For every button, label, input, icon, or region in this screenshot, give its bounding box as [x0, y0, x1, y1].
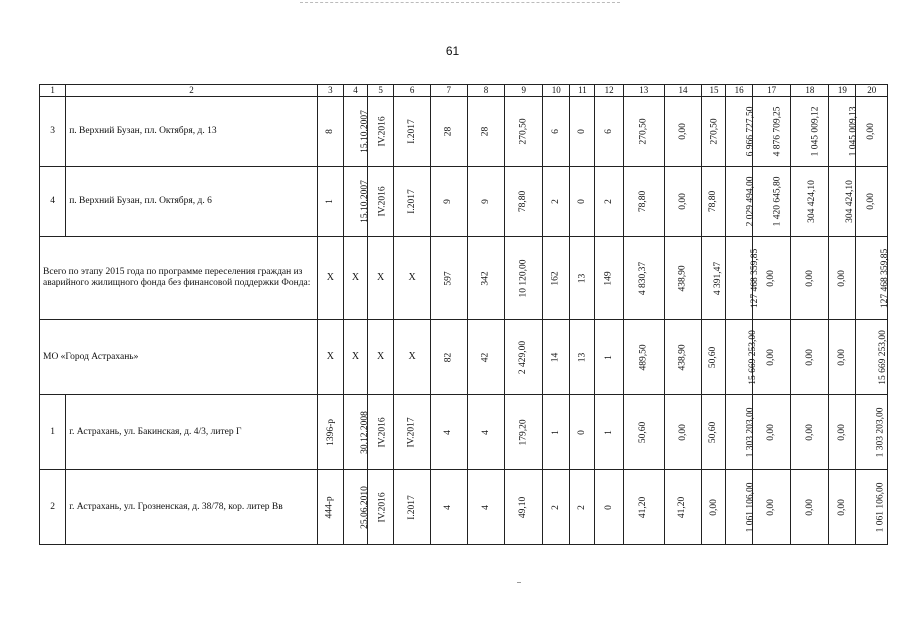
- cell-value: 0,00: [766, 498, 777, 516]
- row-number: 2: [40, 470, 66, 545]
- cell: [752, 167, 791, 237]
- cell: [664, 395, 702, 470]
- cell: [829, 395, 856, 470]
- cell-value: 0,00: [836, 423, 847, 441]
- cell: [570, 167, 595, 237]
- cell-value: 6 966 727,50: [745, 106, 756, 157]
- cell-value: 14: [550, 352, 561, 362]
- cell: [702, 395, 726, 470]
- cell-value: 597: [443, 270, 454, 286]
- cell: [368, 237, 394, 320]
- cell: [623, 470, 664, 545]
- table-row: [40, 97, 888, 167]
- cell: [343, 237, 367, 320]
- cell-value: 78,80: [638, 190, 649, 213]
- cell: [856, 320, 888, 395]
- cell: [726, 320, 759, 395]
- cell-value: 1: [324, 199, 335, 204]
- cell-value: 1 061 106,00: [875, 482, 886, 532]
- header-cell: 13: [623, 85, 664, 97]
- table-row: [40, 167, 888, 237]
- cell: [623, 167, 664, 237]
- cell-value: 489,50: [638, 343, 649, 371]
- cell-value: 2: [550, 199, 561, 204]
- cell: [467, 395, 505, 470]
- cell-value: 15.10.2007: [359, 110, 370, 153]
- scan-mark: [517, 582, 521, 583]
- cell-value: IV.2016: [377, 116, 388, 147]
- cell-value: 444-р: [324, 495, 335, 519]
- cell: [343, 167, 370, 237]
- cell: [505, 167, 543, 237]
- cell: [856, 237, 891, 320]
- cell-value: 0: [603, 504, 614, 510]
- cell: [368, 320, 394, 395]
- cell: [394, 237, 431, 320]
- cell-value: 82: [443, 352, 454, 362]
- cell-value: 4: [443, 504, 454, 510]
- cell-value: 1: [550, 429, 561, 435]
- cell-value: 50,60: [708, 346, 719, 368]
- cell-value: 28: [443, 126, 454, 137]
- cell: [752, 395, 791, 470]
- total-label: Всего по этапу 2015 года по программе переселения граждан из аварийного жилищного фонда без финансовой поддержки Фонда:: [40, 237, 318, 320]
- cell-value: 0,00: [804, 269, 815, 287]
- cell: [623, 97, 664, 167]
- cell: [664, 97, 702, 167]
- cell: [595, 237, 623, 320]
- municipality-row: [40, 320, 888, 395]
- cell: [702, 97, 726, 167]
- cell: [505, 395, 543, 470]
- cell: [317, 237, 343, 320]
- cell-value: 1 303 203,00: [745, 407, 756, 457]
- cell: [430, 395, 467, 470]
- cell-value: 13: [576, 352, 587, 362]
- cell: [368, 395, 394, 470]
- cell-value: 179,20: [518, 418, 529, 446]
- cell: [543, 320, 570, 395]
- cell: [829, 237, 856, 320]
- header-cell: 6: [394, 85, 431, 97]
- cell-value: 15 669 253,00: [748, 329, 759, 385]
- cell: [829, 97, 859, 167]
- cell-value: 2 029 494,00: [745, 176, 756, 227]
- cell: [726, 167, 756, 237]
- cell-value: 0,00: [677, 423, 688, 441]
- cell: [543, 395, 570, 470]
- row-number: 4: [40, 167, 66, 237]
- cell-value: 25.06.2010: [359, 485, 370, 529]
- cell-value: 0,00: [866, 193, 877, 210]
- cell: [467, 237, 505, 320]
- address-cell: п. Верхний Бузан, пл. Октября, д. 13: [66, 97, 318, 167]
- row-number: 3: [40, 97, 66, 167]
- header-cell: 20: [856, 85, 888, 97]
- cell: [791, 395, 829, 470]
- cell: [791, 97, 829, 167]
- cell-value: 49,10: [518, 496, 529, 518]
- cell-value: 1 045 009,13: [848, 106, 859, 157]
- header-cell: 7: [430, 85, 467, 97]
- cell: [664, 320, 702, 395]
- header-cell: 11: [570, 85, 595, 97]
- cell: [595, 97, 623, 167]
- cell-value: 4: [480, 504, 491, 510]
- cell-value: 270,50: [638, 118, 649, 145]
- cell-value: X: [408, 351, 416, 363]
- cell: [570, 97, 595, 167]
- cell: [726, 237, 761, 320]
- cell: [505, 97, 543, 167]
- cell-value: 8: [324, 129, 335, 134]
- cell-value: 0,00: [804, 498, 815, 516]
- cell-value: 0: [576, 429, 587, 435]
- cell: [570, 395, 595, 470]
- cell: [368, 97, 394, 167]
- cell-value: 9: [443, 199, 454, 204]
- header-cell: 15: [702, 85, 726, 97]
- cell: [343, 320, 367, 395]
- header-cell: 16: [726, 85, 752, 97]
- cell-value: 4 391,47: [713, 261, 724, 295]
- cell: [368, 470, 394, 545]
- header-cell: 5: [368, 85, 394, 97]
- cell-value: 2: [550, 504, 561, 510]
- table-row: [40, 470, 888, 545]
- cell: [317, 97, 343, 167]
- cell: [702, 470, 726, 545]
- cell-value: 6: [550, 129, 561, 134]
- cell-value: 15 669 253,00: [878, 329, 889, 385]
- cell-value: IV.2016: [377, 186, 388, 217]
- cell-value: X: [377, 272, 385, 284]
- cell-value: 127 468 359,85: [750, 248, 761, 308]
- cell: [829, 167, 856, 237]
- cell: [726, 97, 756, 167]
- header-cell: 10: [543, 85, 570, 97]
- header-cell: 3: [317, 85, 343, 97]
- cell: [856, 470, 888, 545]
- cell-value: 1396-р: [325, 418, 336, 446]
- cell: [394, 320, 431, 395]
- cell-value: 1: [603, 429, 614, 435]
- cell-value: 0,00: [766, 348, 777, 366]
- cell-value: 270,50: [518, 118, 529, 145]
- header-cell: 14: [664, 85, 702, 97]
- header-cell: 2: [66, 85, 318, 97]
- cell: [505, 237, 543, 320]
- cell: [430, 97, 467, 167]
- cell-value: 1 061 106,00: [745, 482, 756, 532]
- cell: [317, 395, 343, 470]
- cell: [829, 470, 856, 545]
- cell-value: 4 876 709,25: [772, 106, 783, 157]
- cell: [752, 97, 791, 167]
- cell: [856, 97, 888, 167]
- cell-value: 0,00: [677, 193, 688, 210]
- table-row: [40, 395, 888, 470]
- cell-value: 0,00: [766, 269, 777, 287]
- cell: [623, 237, 664, 320]
- address-cell: г. Астрахань, ул. Грозненская, д. 38/78, кор. литер Вв: [66, 470, 318, 545]
- total-row: [40, 237, 888, 320]
- cell-value: 9: [480, 199, 491, 204]
- cell-value: 1 045 009,12: [810, 106, 821, 157]
- cell-value: 0,00: [708, 498, 719, 516]
- cell-value: X: [326, 351, 334, 363]
- cell-value: 13: [576, 273, 587, 283]
- cell: [343, 470, 370, 545]
- cell: [317, 470, 343, 545]
- header-cell: 8: [467, 85, 505, 97]
- cell: [702, 167, 726, 237]
- cell-value: 0,00: [804, 423, 815, 441]
- cell: [702, 320, 726, 395]
- cell: [726, 470, 756, 545]
- header-cell: 12: [595, 85, 623, 97]
- cell-value: 0,00: [804, 348, 815, 366]
- cell: [570, 320, 595, 395]
- cell: [664, 237, 702, 320]
- cell-value: 438,90: [677, 264, 688, 292]
- cell: [343, 395, 370, 470]
- cell-value: 41,20: [638, 496, 649, 518]
- cell-value: 0,00: [866, 123, 877, 140]
- cell: [467, 470, 505, 545]
- resettlement-table: [39, 84, 891, 545]
- cell-value: 127 468 359,85: [880, 248, 891, 308]
- cell-value: 6: [603, 129, 614, 134]
- cell: [752, 470, 791, 545]
- cell: [543, 97, 570, 167]
- cell: [856, 167, 888, 237]
- cell-value: 342: [480, 270, 491, 286]
- cell-value: IV.2016: [377, 416, 388, 448]
- cell-value: X: [408, 272, 416, 284]
- cell-value: 0,00: [766, 423, 777, 441]
- cell: [430, 167, 467, 237]
- cell: [791, 470, 829, 545]
- cell: [570, 470, 595, 545]
- cell-value: 50,60: [708, 421, 719, 443]
- cell: [856, 395, 888, 470]
- cell: [595, 167, 623, 237]
- cell: [664, 167, 702, 237]
- cell: [467, 167, 505, 237]
- cell-value: 15.10.2007: [359, 180, 370, 223]
- header-cell: 19: [829, 85, 856, 97]
- cell-value: X: [351, 351, 360, 363]
- municipality-label: МО «Город Астрахань»: [40, 320, 318, 395]
- cell-value: 1 303 203,00: [875, 407, 886, 457]
- cell-value: 42: [480, 352, 491, 362]
- cell-value: 2: [576, 504, 587, 510]
- cell-value: 0,00: [836, 498, 847, 516]
- cell-value: IV.2017: [406, 416, 417, 448]
- cell-value: I.2017: [406, 189, 417, 214]
- cell-value: 0,00: [836, 269, 847, 287]
- cell: [394, 470, 431, 545]
- cell-value: 270,50: [709, 118, 720, 145]
- cell: [570, 237, 595, 320]
- address-cell: п. Верхний Бузан, пл. Октября, д. 6: [66, 167, 318, 237]
- cell-value: 1 420 645,80: [772, 176, 783, 227]
- header-cell: 4: [343, 85, 367, 97]
- cell: [394, 167, 431, 237]
- cell: [595, 470, 623, 545]
- cell-value: 4: [443, 429, 454, 435]
- header-cell: 1: [40, 85, 66, 97]
- cell-value: 304 424,10: [845, 180, 856, 223]
- cell: [702, 237, 726, 320]
- cell-value: 4 830,37: [638, 261, 649, 295]
- cell: [430, 237, 467, 320]
- cell: [595, 395, 623, 470]
- cell: [543, 237, 570, 320]
- row-number: 1: [40, 395, 66, 470]
- cell-value: 78,80: [708, 190, 719, 213]
- cell: [623, 320, 664, 395]
- cell: [430, 470, 467, 545]
- cell: [543, 167, 570, 237]
- cell: [623, 395, 664, 470]
- header-cell: 9: [505, 85, 543, 97]
- header-cell: 18: [791, 85, 829, 97]
- cell: [791, 237, 829, 320]
- cell-value: X: [377, 351, 385, 363]
- cell-value: 2 429,00: [518, 340, 529, 374]
- cell-value: 30.12.2008: [359, 410, 370, 454]
- cell: [505, 470, 543, 545]
- top-edge-line: [300, 2, 620, 3]
- cell-value: 28: [480, 126, 491, 137]
- cell: [467, 320, 505, 395]
- cell-value: 2: [603, 199, 614, 204]
- cell-value: 0,00: [677, 123, 688, 140]
- cell: [664, 470, 702, 545]
- column-number-row: [40, 85, 888, 97]
- cell-value: X: [351, 272, 360, 284]
- cell-value: 0,00: [836, 348, 847, 366]
- cell-value: I.2017: [406, 494, 417, 520]
- cell-value: X: [326, 272, 334, 284]
- cell: [317, 320, 343, 395]
- cell-value: IV.2016: [377, 491, 388, 523]
- cell: [343, 97, 370, 167]
- cell: [829, 320, 856, 395]
- cell-value: 438,90: [677, 343, 688, 371]
- cell-value: 162: [550, 270, 561, 286]
- header-cell: 17: [752, 85, 791, 97]
- cell: [726, 395, 756, 470]
- cell-value: 50,60: [638, 421, 649, 443]
- cell-value: 10 120,00: [518, 258, 529, 297]
- cell-value: 149: [603, 270, 614, 286]
- cell-value: 304 424,10: [807, 180, 818, 223]
- cell-value: 1: [603, 354, 614, 360]
- cell-value: 78,80: [518, 190, 529, 213]
- cell: [467, 97, 505, 167]
- cell-value: 0: [576, 199, 587, 204]
- cell: [317, 167, 343, 237]
- cell-value: 4: [480, 429, 491, 435]
- cell: [595, 320, 623, 395]
- cell: [791, 167, 829, 237]
- cell: [430, 320, 467, 395]
- cell-value: I.2017: [406, 119, 417, 144]
- cell: [368, 167, 394, 237]
- cell: [543, 470, 570, 545]
- cell-value: 0: [576, 129, 587, 134]
- page-number: 61: [445, 44, 460, 58]
- cell: [394, 395, 431, 470]
- cell-value: 41,20: [677, 496, 688, 518]
- cell: [791, 320, 829, 395]
- cell: [394, 97, 431, 167]
- address-cell: г. Астрахань, ул. Бакинская, д. 4/3, литер Г: [66, 395, 318, 470]
- cell: [505, 320, 543, 395]
